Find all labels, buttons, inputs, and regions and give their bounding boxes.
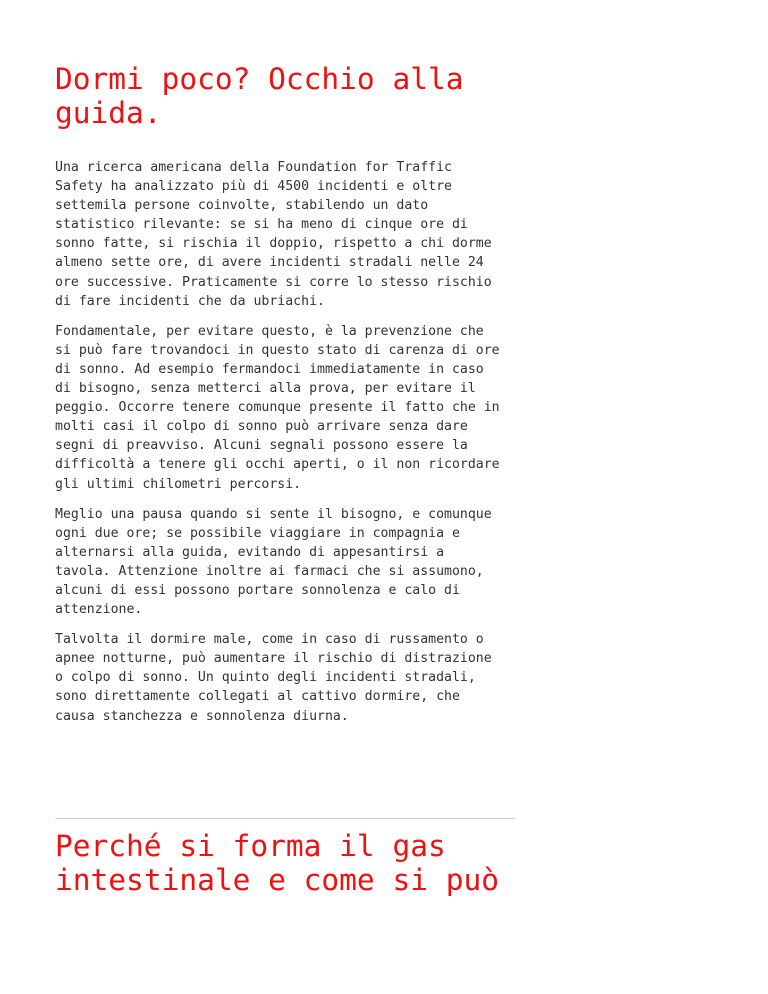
- article: [55, 0, 517, 897]
- article-title: Dormi poco? Occhio alla guida.: [55, 62, 464, 130]
- article-paragraph: Fondamentale, per evitare questo, è la prevenzione che si può fare trovandoci in questo stato di carenza di ore di sonno. Ad esempio fermandoci immediatamente in caso di bisogno, senza metterci alla prova, per evitare il peggio. Occorre tenere comunque presente il fatto che in molti casi il colpo di sonno può arrivare senza dare segni di preavviso. Alcuni segnali possono essere la difficoltà a tenere gli occhi aperti, o il non ricordare gli ultimi chilometri percorsi.: [55, 323, 500, 492]
- article-paragraph: Meglio una pausa quando si sente il bisogno, e comunque ogni due ore; se possibile viaggiare in compagnia e alternarsi alla guida, evitando di appesantirsi a tavola. Attenzione inoltre ai farmaci che si assumono, alcuni di essi possono portare sonnolenza e calo di attenzione.: [55, 506, 492, 618]
- article-paragraph: Talvolta il dormire male, come in caso di russamento o apnee notturne, può aumentare il rischio di distrazione o colpo di sonno. Un quinto degli incidenti stradali, sono direttamente collegati al cattivo dormire, che causa stanchezza e sonnolenza diurna.: [55, 632, 492, 724]
- article-title[interactable]: Perché si forma il gas intestinale e come si può: [55, 829, 500, 897]
- article-paragraph: Una ricerca americana della Foundation for Traffic Safety ha analizzato più di 4500 incidenti e oltre settemila persone coinvolte, stabilendo un dato statistico rilevante: se si ha meno di cinque ore di sonno fatte, si rischia il doppio, rispetto a chi dorme almeno sette ore, di avere incidenti stradali nelle 24 ore successive. Praticamente si corre lo stesso rischio di fare incidenti che da ubriachi.: [55, 160, 492, 309]
